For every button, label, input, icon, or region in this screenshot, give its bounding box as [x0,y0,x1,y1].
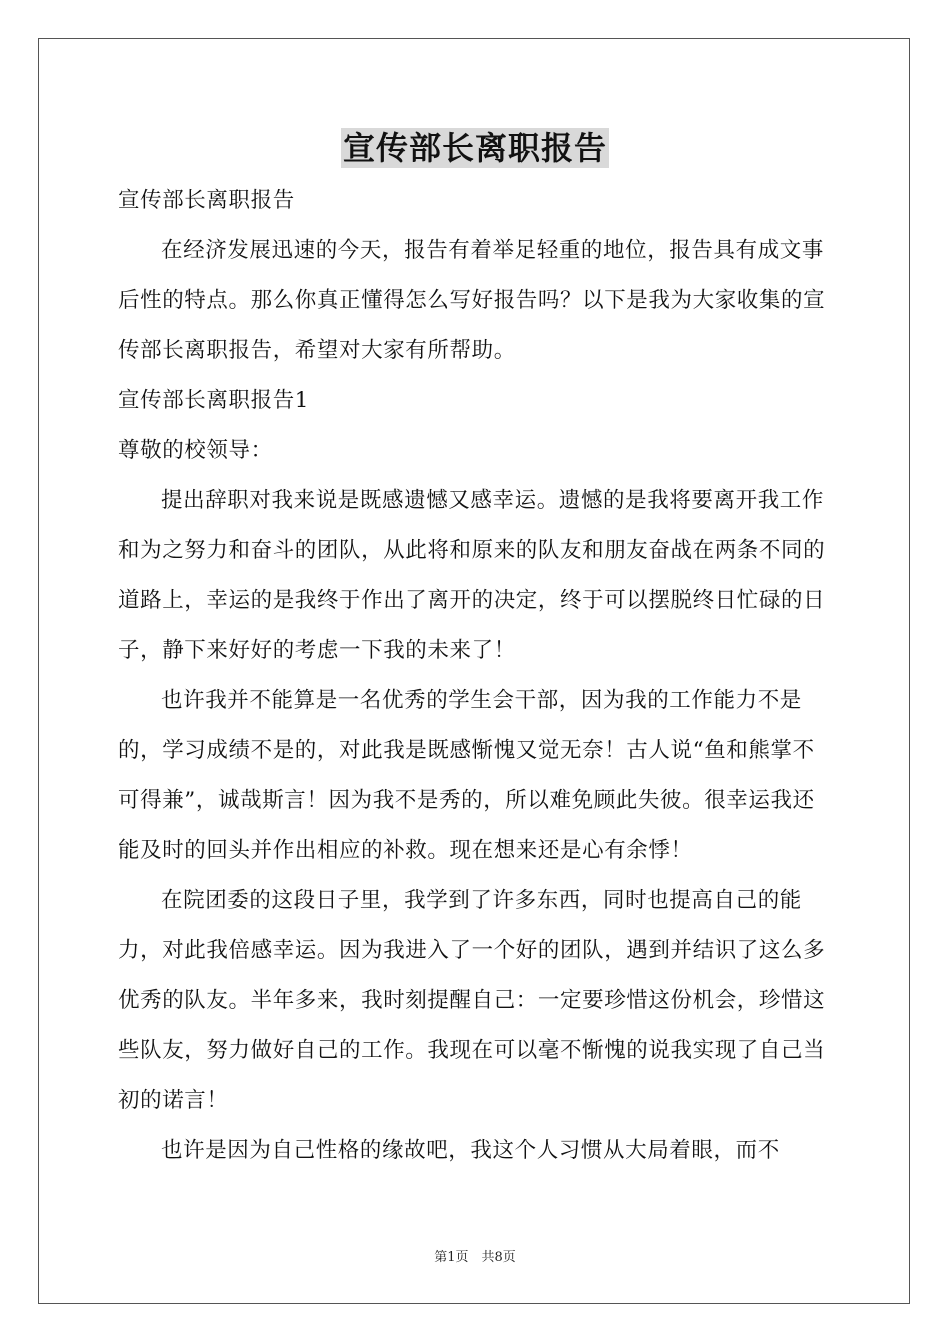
paragraph-body-1: 提出辞职对我来说是既感遗憾又感幸运。遗憾的是我将要离开我工作和为之努力和奋斗的团队，从此将和原来的队友和朋友奋战在两条不同的道路上，幸运的是我终于作出了离开的决定，终于可以摆脱终日忙碌的日子，静下来好好的考虑一下我的未来了！ [118,488,826,663]
title-wrap [0,128,950,168]
paragraph-subtitle: 宣传部长离职报告 [118,188,295,213]
paragraph-salutation: 尊敬的校领导： [118,438,273,463]
document-body [118,176,834,1176]
document-title: 宣传部长离职报告 [342,129,607,167]
paragraph-section-heading: 宣传部长离职报告1 [118,388,310,413]
paragraph-body-4: 也许是因为自己性格的缘故吧，我这个人习惯从大局着眼，而不 [161,1138,780,1163]
paragraph-body-3: 在院团委的这段日子里，我学到了许多东西，同时也提高自己的能力，对此我倍感幸运。因为我进入了一个好的团队，遇到并结识了这么多优秀的队友。半年多来，我时刻提醒自己：一定要珍惜这份机会，珍惜这些队友，努力做好自己的工作。我现在可以毫不惭愧的说我实现了自己当初的诺言！ [118,888,826,1113]
paragraph-intro: 在经济发展迅速的今天，报告有着举足轻重的地位，报告具有成文事后性的特点。那么你真正懂得怎么写好报告吗？以下是我为大家收集的宣传部长离职报告，希望对大家有所帮助。 [118,238,826,363]
page-footer: 第1页 共8页 [434,1250,516,1265]
paragraph-body-2: 也许我并不能算是一名优秀的学生会干部，因为我的工作能力不是的，学习成绩不是的，对此我是既感惭愧又觉无奈！古人说“鱼和熊掌不可得兼”，诚哉斯言！因为我不是秀的，所以难免顾此失彼。很幸运我还能及时的回头并作出相应的补救。现在想来还是心有余悸！ [118,688,815,863]
